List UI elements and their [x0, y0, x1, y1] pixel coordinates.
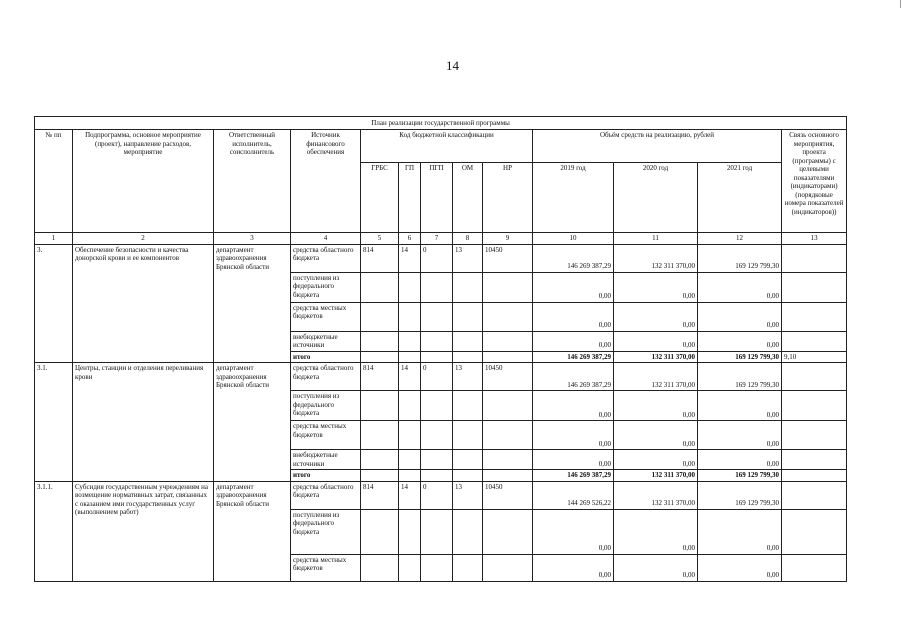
- header-subprogram: Подпрограмма, основное мероприятие (проект), направление расходов, мероприятие: [73, 130, 214, 233]
- total-2021: 169 129 799,30: [698, 351, 782, 363]
- code-np: 10450: [483, 481, 533, 509]
- row-number: 3.1.1.: [35, 481, 73, 581]
- source-label: поступления из федерального бюджета: [291, 272, 361, 302]
- total-2019: 146 269 387,29: [533, 470, 614, 482]
- code-gp: 14: [399, 244, 421, 272]
- header-pgp: ПГП: [421, 163, 453, 233]
- row-number: 3.: [35, 244, 73, 363]
- amount-2019: 0,00: [533, 450, 614, 470]
- amount-2020: 132 311 370,00: [614, 481, 698, 509]
- amount-2021: 0,00: [698, 509, 782, 554]
- code-pgp: 0: [421, 363, 453, 391]
- code-np: 10450: [483, 244, 533, 272]
- source-label: средства местных бюджетов: [291, 421, 361, 450]
- amount-2019: 0,00: [533, 421, 614, 450]
- amount-2021: 169 129 799,30: [698, 363, 782, 391]
- total-label: итого: [291, 351, 361, 363]
- amount-2021: 0,00: [698, 554, 782, 581]
- amount-2021: 0,00: [698, 450, 782, 470]
- amount-2021: 0,00: [698, 302, 782, 331]
- amount-2019: 0,00: [533, 272, 614, 302]
- indicator-link: [782, 363, 847, 391]
- amount-2020: 0,00: [614, 272, 698, 302]
- row-number: 3.1.: [35, 363, 73, 482]
- amount-2020: 132 311 370,00: [614, 363, 698, 391]
- header-link: Связь основного мероприятия, проекта (программы) с целевыми показателями (индикаторами) (порядковые номера показателей (индикаторов)): [782, 130, 847, 233]
- source-label: средства местных бюджетов: [291, 302, 361, 331]
- column-number: 11: [614, 233, 698, 245]
- amount-2020: 0,00: [614, 302, 698, 331]
- indicator-link: [782, 244, 847, 272]
- column-number: 1: [35, 233, 73, 245]
- header-year-2020: 2020 год: [614, 163, 698, 233]
- code-om: 13: [453, 363, 483, 391]
- code-gp: 14: [399, 481, 421, 509]
- source-label: внебюджетные источники: [291, 450, 361, 470]
- activity-name: Обеспечение безопасности и качества донорской крови и ее компонентов: [73, 244, 214, 363]
- header-year-2021: 2021 год: [698, 163, 782, 233]
- responsible-executor: департамент здравоохранения Брянской области: [214, 363, 291, 482]
- code-om: 13: [453, 481, 483, 509]
- column-number: 12: [698, 233, 782, 245]
- table-row: [35, 363, 847, 391]
- column-number: 13: [782, 233, 847, 245]
- amount-2019: 0,00: [533, 302, 614, 331]
- amount-2020: 0,00: [614, 509, 698, 554]
- amount-2020: 0,00: [614, 331, 698, 351]
- code-grbs: 814: [361, 363, 399, 391]
- code-grbs: 814: [361, 244, 399, 272]
- header-responsible: Ответственный исполнитель, соисполнитель: [214, 130, 291, 233]
- column-number: 2: [73, 233, 214, 245]
- header-num: № пп: [35, 130, 73, 233]
- code-om: 13: [453, 244, 483, 272]
- amount-2021: 169 129 799,30: [698, 244, 782, 272]
- amount-2019: 146 269 387,29: [533, 244, 614, 272]
- column-number: 7: [421, 233, 453, 245]
- scan-edge-mark: [900, 0, 901, 8]
- total-indicator-link: 9,10: [782, 351, 847, 363]
- responsible-executor: департамент здравоохранения Брянской области: [214, 244, 291, 363]
- amount-2020: 0,00: [614, 421, 698, 450]
- code-grbs: 814: [361, 481, 399, 509]
- code-np: 10450: [483, 363, 533, 391]
- column-number: 4: [291, 233, 361, 245]
- column-number: 5: [361, 233, 399, 245]
- source-label: средства областного бюджета: [291, 244, 361, 272]
- amount-2020: 0,00: [614, 554, 698, 581]
- source-label: внебюджетные источники: [291, 331, 361, 351]
- amount-2021: 0,00: [698, 421, 782, 450]
- amount-2020: 0,00: [614, 450, 698, 470]
- column-number-row: [35, 233, 847, 245]
- code-pgp: 0: [421, 481, 453, 509]
- page-number: 14: [446, 58, 459, 73]
- amount-2019: 0,00: [533, 331, 614, 351]
- header-budget-code: Код бюджетной классификации: [361, 130, 533, 163]
- program-plan-table: [34, 116, 847, 582]
- column-number: 8: [453, 233, 483, 245]
- total-2020: 132 311 370,00: [614, 470, 698, 482]
- header-np: НР: [483, 163, 533, 233]
- total-2020: 132 311 370,00: [614, 351, 698, 363]
- header-om: ОМ: [453, 163, 483, 233]
- column-number: 9: [483, 233, 533, 245]
- responsible-executor: департамент здравоохранения Брянской области: [214, 481, 291, 581]
- source-label: поступления из федерального бюджета: [291, 509, 361, 554]
- total-2021: 169 129 799,30: [698, 470, 782, 482]
- header-grbs: ГРБС: [361, 163, 399, 233]
- header-year-2019: 2019 год: [533, 163, 614, 233]
- table-row: [35, 244, 847, 272]
- table-row: [35, 481, 847, 509]
- column-number: 6: [399, 233, 421, 245]
- amount-2019: 0,00: [533, 554, 614, 581]
- amount-2019: 146 269 387,29: [533, 363, 614, 391]
- indicator-link: [782, 481, 847, 509]
- source-label: средства местных бюджетов: [291, 554, 361, 581]
- source-label: средства областного бюджета: [291, 481, 361, 509]
- amount-2020: 132 311 370,00: [614, 244, 698, 272]
- header-source: Источник финансового обеспечения: [291, 130, 361, 233]
- activity-name: Центры, станции и отделения переливания крови: [73, 363, 214, 482]
- amount-2020: 0,00: [614, 391, 698, 421]
- header-gp: ГП: [399, 163, 421, 233]
- table-caption: План реализации государственной программы: [35, 117, 847, 130]
- source-label: средства областного бюджета: [291, 363, 361, 391]
- amount-2021: 169 129 799,30: [698, 481, 782, 509]
- column-number: 10: [533, 233, 614, 245]
- source-label: поступления из федерального бюджета: [291, 391, 361, 421]
- code-gp: 14: [399, 363, 421, 391]
- total-2019: 146 269 387,29: [533, 351, 614, 363]
- header-volume: Объём средств на реализацию, рублей: [533, 130, 782, 163]
- amount-2019: 0,00: [533, 509, 614, 554]
- column-number: 3: [214, 233, 291, 245]
- amount-2019: 0,00: [533, 391, 614, 421]
- amount-2021: 0,00: [698, 331, 782, 351]
- amount-2021: 0,00: [698, 272, 782, 302]
- activity-name: Субсидия государственным учреждениям на возмещение нормативных затрат, связанных с оказанием ими государственных услуг (выполнением работ): [73, 481, 214, 581]
- amount-2019: 144 269 526,22: [533, 481, 614, 509]
- total-indicator-link: [782, 470, 847, 482]
- total-label: итого: [291, 470, 361, 482]
- amount-2021: 0,00: [698, 391, 782, 421]
- code-pgp: 0: [421, 244, 453, 272]
